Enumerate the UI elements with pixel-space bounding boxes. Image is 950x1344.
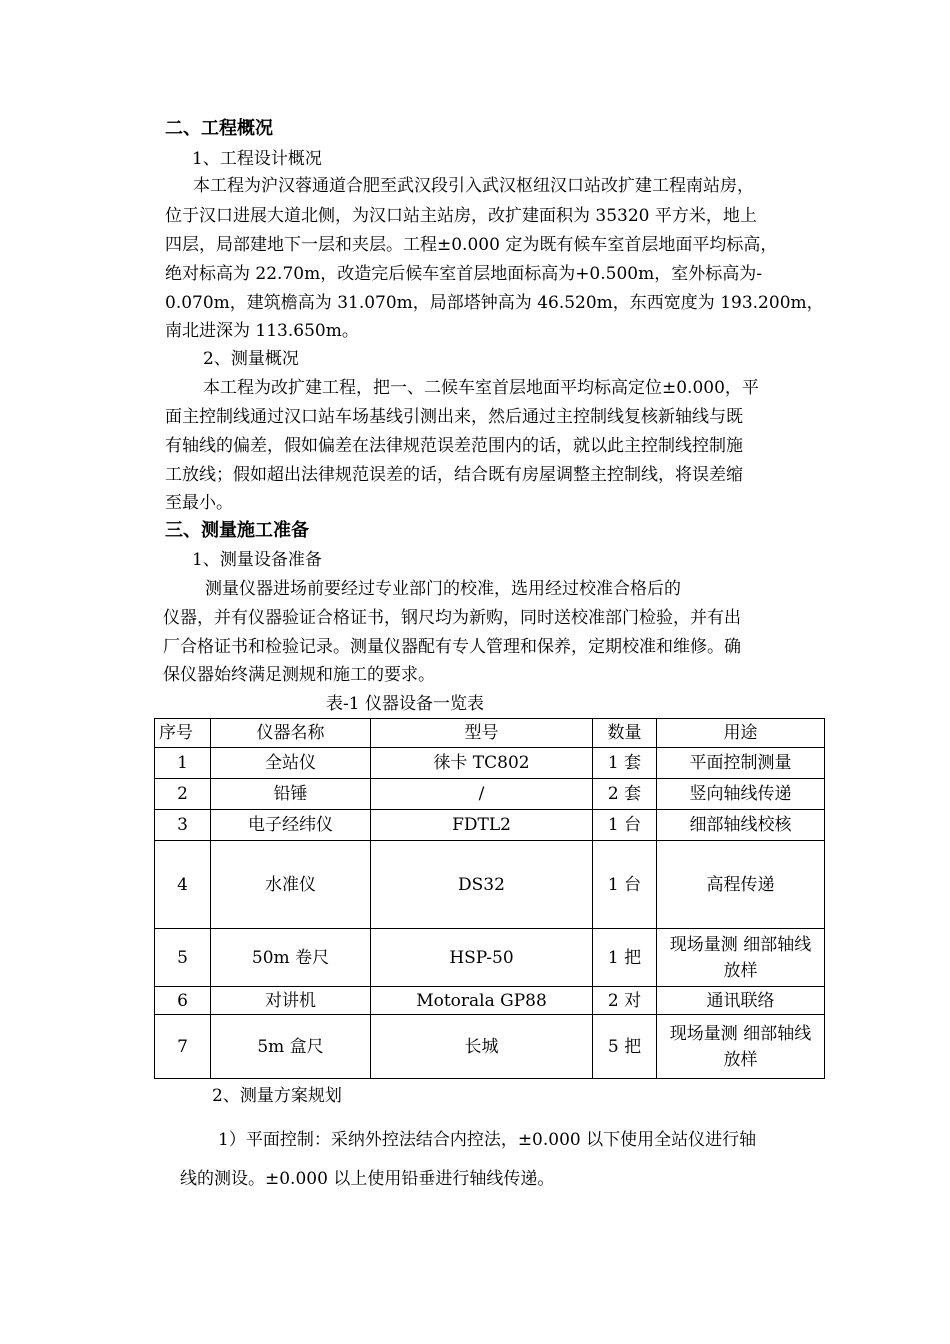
cell-index: 3 xyxy=(155,810,211,841)
cell-name: 全站仪 xyxy=(211,748,371,779)
paragraph-line: 位于汉口进展大道北侧，为汉口站主站房，改扩建面积为 35320 平方米，地上 xyxy=(165,206,757,226)
cell-name: 对讲机 xyxy=(211,987,371,1015)
header-quantity: 数量 xyxy=(593,719,657,748)
header-index: 序号 xyxy=(155,719,211,748)
cell-quantity: 1 套 xyxy=(593,748,657,779)
header-usage: 用途 xyxy=(657,719,825,748)
cell-model: 徕卡 TC802 xyxy=(371,748,593,779)
cell-quantity: 2 对 xyxy=(593,987,657,1015)
cell-name: 5m 盒尺 xyxy=(211,1015,371,1079)
subsection-title-survey: 2、测量概况 xyxy=(203,349,299,369)
cell-quantity: 1 台 xyxy=(593,841,657,929)
cell-usage: 高程传递 xyxy=(657,841,825,929)
cell-usage: 现场量测 细部轴线放样 xyxy=(657,929,825,987)
cell-name: 铅锤 xyxy=(211,779,371,810)
cell-model: Motorala GP88 xyxy=(371,987,593,1015)
table-row xyxy=(155,929,825,987)
cell-index: 7 xyxy=(155,1015,211,1079)
paragraph-line: 面主控制线通过汉口站车场基线引测出来，然后通过主控制线复核新轴线与既 xyxy=(165,407,743,427)
cell-name: 电子经纬仪 xyxy=(211,810,371,841)
section-title-preparation: 三、测量施工准备 xyxy=(165,520,309,541)
header-model: 型号 xyxy=(371,719,593,748)
instrument-table xyxy=(154,718,825,1079)
cell-model: DS32 xyxy=(371,841,593,929)
paragraph-line: 四层，局部建地下一层和夹层。工程±0.000 定为既有候车室首层地面平均标高， xyxy=(165,235,778,255)
table-caption: 表-1 仪器设备一览表 xyxy=(326,694,484,714)
cell-index: 1 xyxy=(155,748,211,779)
cell-usage: 竖向轴线传递 xyxy=(657,779,825,810)
header-name: 仪器名称 xyxy=(211,719,371,748)
paragraph-line: 测量仪器进场前要经过专业部门的校准，选用经过校准合格后的 xyxy=(205,579,681,599)
table-row xyxy=(155,987,825,1015)
cell-index: 6 xyxy=(155,987,211,1015)
cell-usage: 通讯联络 xyxy=(657,987,825,1015)
paragraph-line: 至最小。 xyxy=(165,493,233,513)
section-title-overview: 二、工程概况 xyxy=(165,118,273,139)
paragraph-line: 保仪器始终满足测规和施工的要求。 xyxy=(163,665,435,685)
paragraph-line: 厂合格证书和检验记录。测量仪器配有专人管理和保养，定期校准和维修。确 xyxy=(163,637,741,657)
subsection-title-design: 1、工程设计概况 xyxy=(192,149,322,169)
paragraph-line: 工放线；假如超出法律规范误差的话，结合既有房屋调整主控制线，将误差缩 xyxy=(165,465,743,485)
subsection-title-equipment: 1、测量设备准备 xyxy=(192,550,322,570)
cell-quantity: 5 把 xyxy=(593,1015,657,1079)
table-row xyxy=(155,841,825,929)
paragraph-line: 仪器，并有仪器验证合格证书，钢尺均为新购，同时送校准部门检验，并有出 xyxy=(163,608,741,628)
paragraph-line: 本工程为沪汉蓉通道合肥至武汉段引入武汉枢纽汉口站改扩建工程南站房， xyxy=(193,176,754,196)
cell-name: 水准仪 xyxy=(211,841,371,929)
paragraph-line: 绝对标高为 22.70m，改造完后候车室首层地面标高为+0.500m，室外标高为- xyxy=(165,264,762,284)
cell-model: / xyxy=(371,779,593,810)
cell-model: FDTL2 xyxy=(371,810,593,841)
paragraph-line: 有轴线的偏差，假如偏差在法律规范误差范围内的话，就以此主控制线控制施 xyxy=(165,436,743,456)
paragraph-line: 0.070m，建筑檐高为 31.070m，局部塔钟高为 46.520m，东西宽度为 193.200m， xyxy=(165,293,824,313)
cell-model: HSP-50 xyxy=(371,929,593,987)
table-row xyxy=(155,748,825,779)
cell-name: 50m 卷尺 xyxy=(211,929,371,987)
cell-index: 2 xyxy=(155,779,211,810)
cell-usage: 现场量测 细部轴线放样 xyxy=(657,1015,825,1079)
table-row xyxy=(155,1015,825,1079)
table-header-row xyxy=(155,719,825,748)
cell-quantity: 1 台 xyxy=(593,810,657,841)
paragraph-line: 线的测设。±0.000 以上使用铅垂进行轴线传递。 xyxy=(180,1169,555,1189)
table-row xyxy=(155,810,825,841)
cell-quantity: 2 套 xyxy=(593,779,657,810)
cell-index: 5 xyxy=(155,929,211,987)
paragraph-line: 1）平面控制：采纳外控法结合内控法，±0.000 以下使用全站仪进行轴 xyxy=(218,1130,757,1150)
cell-quantity: 1 把 xyxy=(593,929,657,987)
cell-index: 4 xyxy=(155,841,211,929)
table-row xyxy=(155,779,825,810)
paragraph-line: 南北进深为 113.650m。 xyxy=(165,321,359,341)
subsection-title-plan: 2、测量方案规划 xyxy=(212,1086,342,1106)
paragraph-line: 本工程为改扩建工程，把一、二候车室首层地面平均标高定位±0.000，平 xyxy=(203,378,759,398)
cell-usage: 平面控制测量 xyxy=(657,748,825,779)
cell-usage: 细部轴线校核 xyxy=(657,810,825,841)
cell-model: 长城 xyxy=(371,1015,593,1079)
